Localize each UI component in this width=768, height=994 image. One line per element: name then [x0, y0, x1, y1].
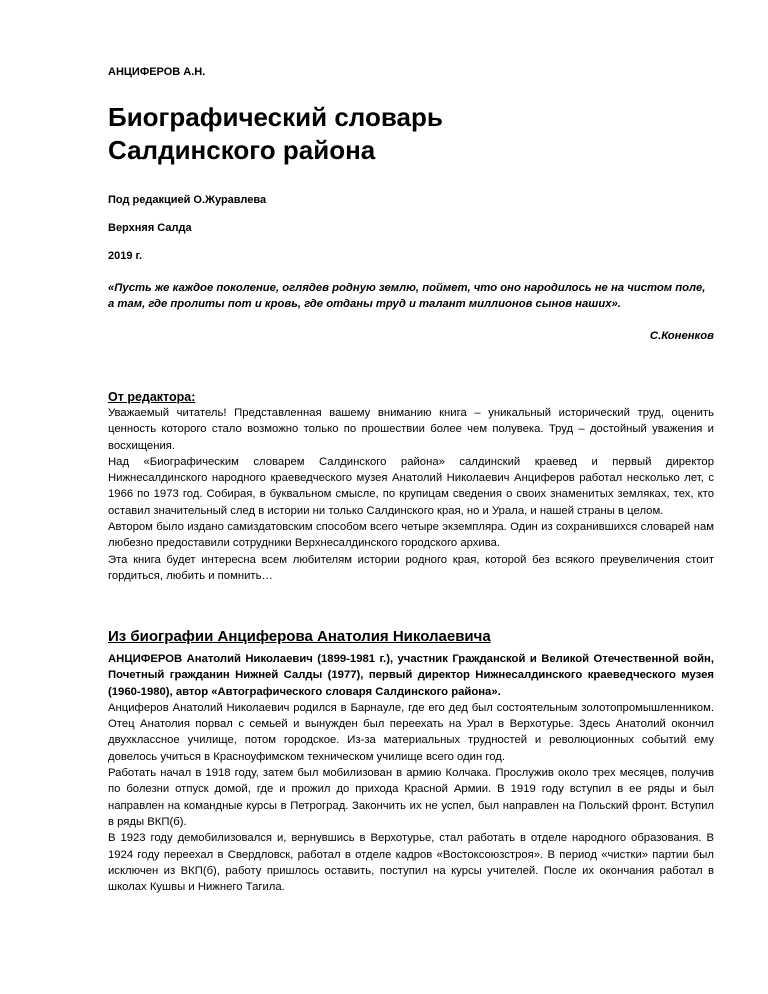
title-line-2: Салдинского района — [108, 135, 376, 165]
bio-section-heading: Из биографии Анциферова Анатолия Николаевича — [108, 628, 491, 645]
editor-credit: Под редакцией О.Журавлева — [108, 194, 267, 206]
bio-paragraph: Анциферов Анатолий Николаевич родился в Барнауле, где его дед был состоятельным золотопромышленником. Отец Анатолия порвал с семьей и вынужден был переехать на Урал в Верхотурье. Здесь Анатолий окончил двухклассное училище, потом городское. Из-за материальных трудностей и революционных событий ему довелось учиться в Красноуфимском техническом училище всего один год. — [108, 701, 714, 763]
editor-paragraph: Над «Биографическим словарем Салдинского района» салдинский краевед и первый директор Нижнесалдинского народного краеведческого музея Анатолий Николаевич Анциферов работал несколько лет, с 1966 по 1973 год. Собирая, в буквальном смысле, по крупицам сведения о своих знаменитых земляках, тех, кто оставил значительный след в истории ни только Салдинского края, но и Урала, и нашей страны в целом. — [108, 455, 714, 517]
editor-paragraph: Уважаемый читатель! Представленная вашему вниманию книга – уникальный исторический труд, оценить ценность которого стало возможно только по прошествии более чем полувека. Труд – достойный уважения и восхищения. — [108, 407, 714, 452]
bio-section-body — [108, 651, 714, 895]
editor-paragraph: Эта книга будет интересна всем любителям истории родного края, которой без всякого преувеличения стоит гордиться, любить и помнить… — [108, 553, 714, 582]
editor-section-heading: От редактора: — [108, 390, 196, 404]
document-title — [108, 101, 443, 167]
document-author: АНЦИФЕРОВ А.Н. — [108, 66, 206, 78]
title-line-1: Биографический словарь — [108, 102, 443, 132]
bio-paragraph: Работать начал в 1918 году, затем был мобилизован в армию Колчака. Прослужив около трех месяцев, получив по болезни отпуск домой, где и прожил до прихода Красной Армии. В 1919 году вступил в ее ряды и был направлен на командные курсы в Петроград. Закончить их не успел, был направлен на Польский фронт. Вступил в ряды ВКП(б). — [108, 767, 714, 828]
epigraph-text: «Пусть же каждое поколение, оглядев родную землю, поймет, что оно народилось не на чистом поле, а там, где пролиты пот и кровь, где отданы труд и талант миллионов сынов наших». — [108, 282, 706, 310]
bio-lead-paragraph: АНЦИФЕРОВ Анатолий Николаевич (1899-1981 г.), участник Гражданской и Великой Отечественной войн, Почетный гражданин Нижней Салды (1977), первый директор Нижнесалдинского краеведческого музея (1960-1980), автор «Автографического словаря Салдинского района». — [108, 653, 714, 698]
bio-paragraph: В 1923 году демобилизовался и, вернувшись в Верхотурье, стал работать в отделе народного образования. В 1924 году переехал в Свердловск, работал в отделе кадров «Востоксоюзстроя». В период «чистки» партии был исключен из ВКП(б), работу пришлось оставить, поступил на курсы учителей. После их окончания работал в школах Кушвы и Нижнего Тагила. — [108, 832, 714, 894]
publication-place: Верхняя Салда — [108, 222, 192, 234]
epigraph-author: С.Коненков — [649, 330, 714, 342]
editor-section-body — [108, 405, 714, 584]
editor-paragraph: Автором было издано самиздатовским способом всего четыре экземпляра. Один из сохранившихся словарей нам любезно предоставили сотрудники Верхнесалдинского городского архива. — [108, 521, 714, 550]
publication-year: 2019 г. — [108, 250, 143, 262]
